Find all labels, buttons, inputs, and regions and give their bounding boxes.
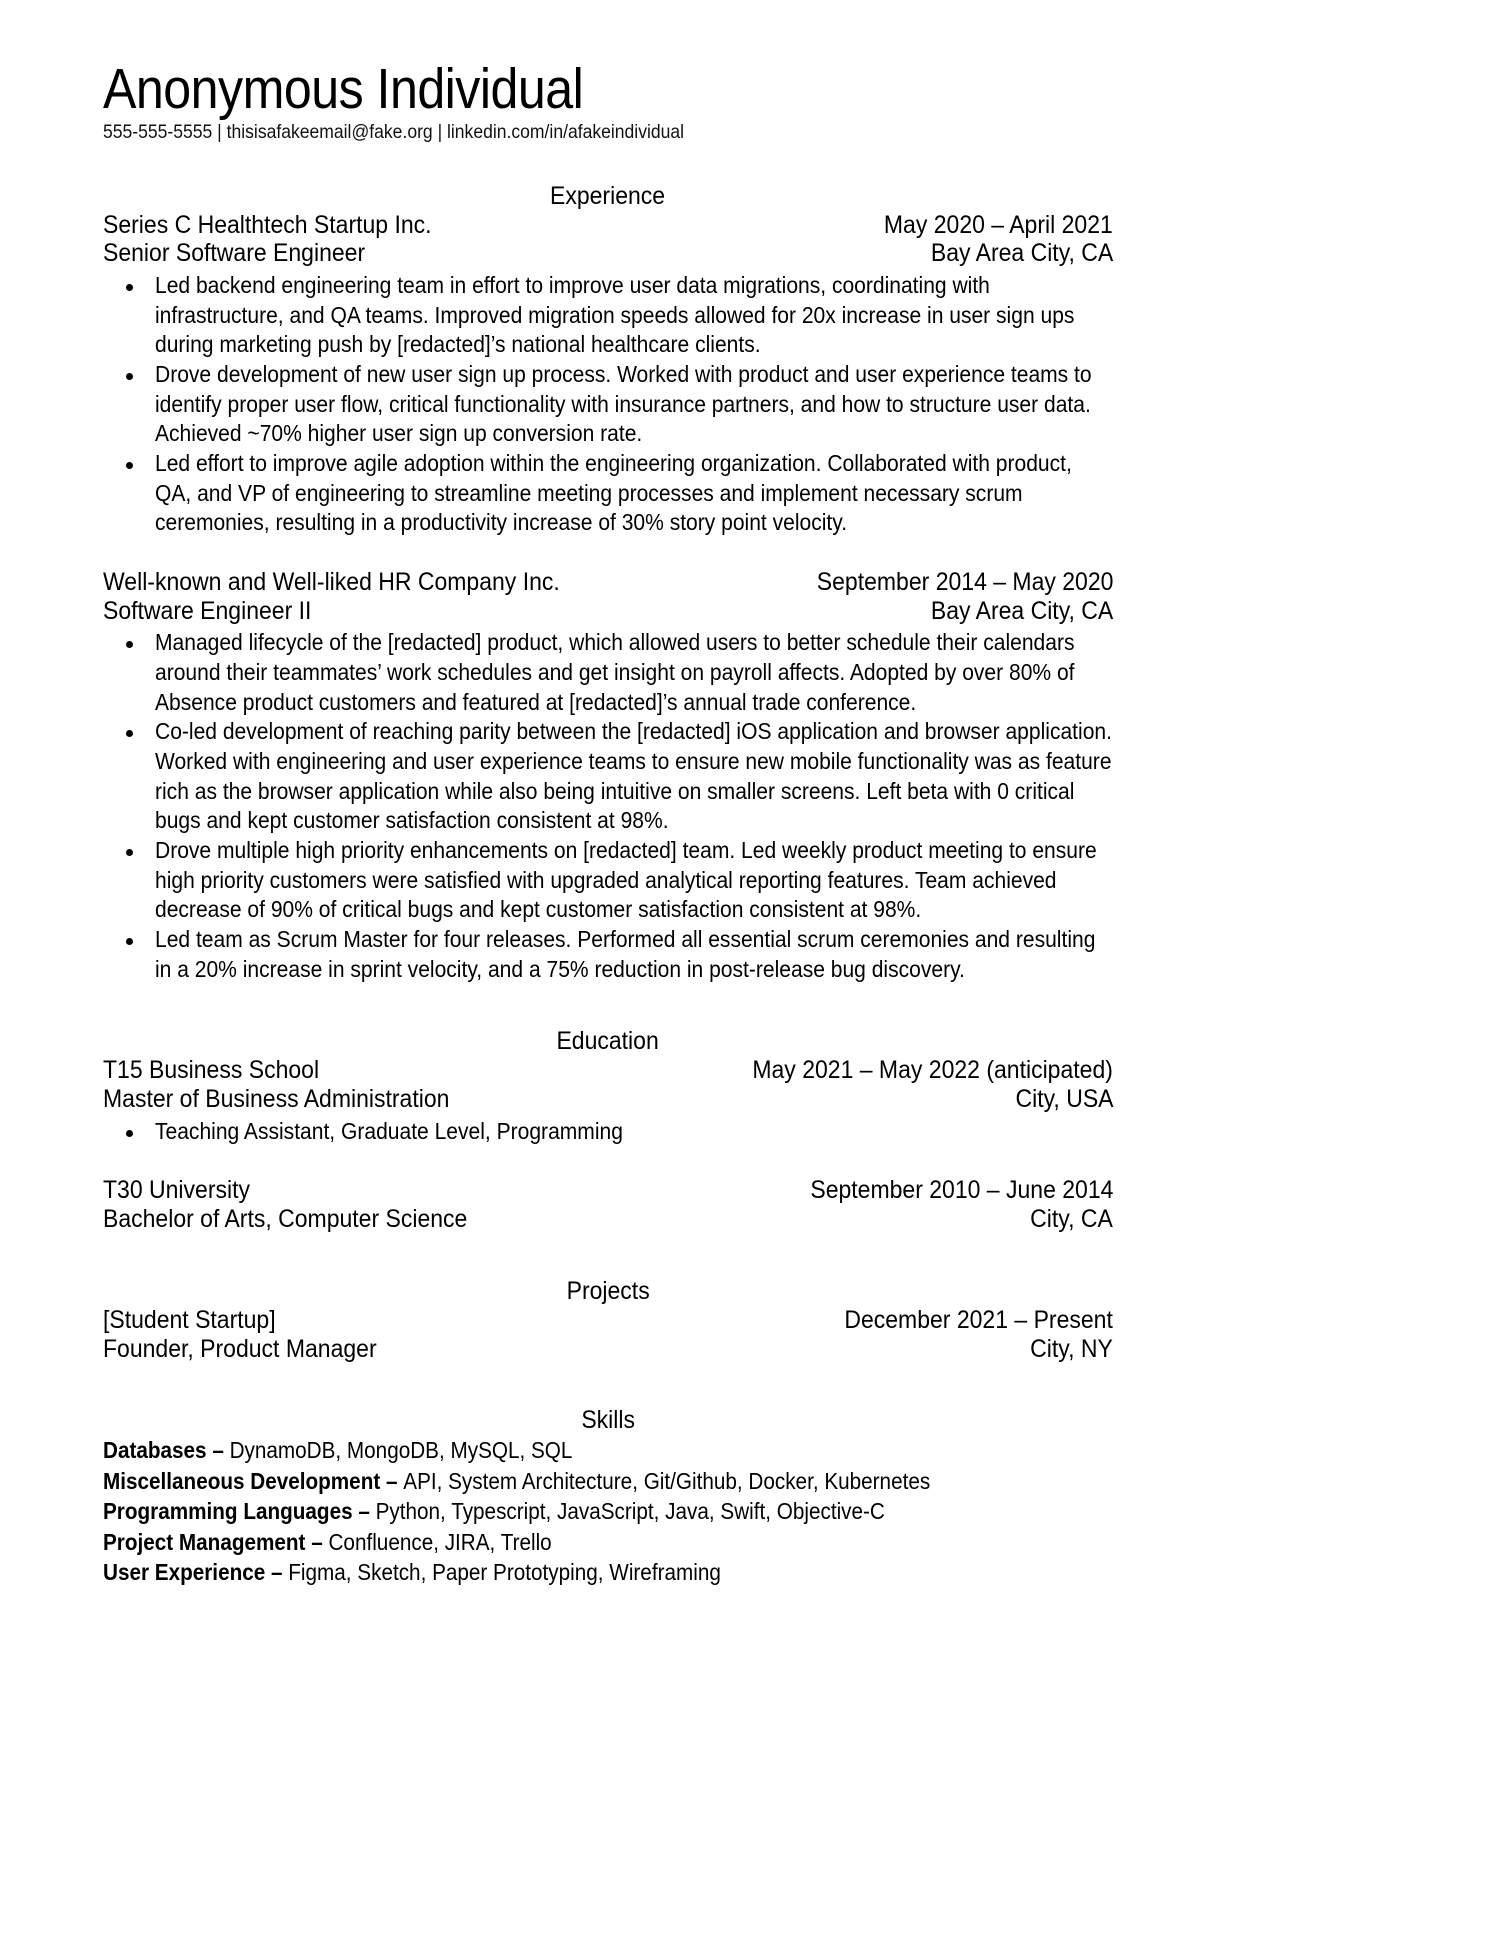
skill-separator: – [206, 1437, 230, 1464]
skill-value: Confluence, JIRA, Trello [328, 1528, 552, 1555]
experience-location-1: Bay Area City, CA [930, 596, 1113, 625]
experience-role-0: Senior Software Engineer [103, 239, 366, 268]
education-entry-0 [103, 1056, 1113, 1146]
bullet-item: Led backend engineering team in effort to improve user data migrations, coordinating with infrastructure, and QA teams. Improved migration speeds allowed for 20x increase in user sign ups during marketing push by [redacted]’s national healthcare clients. [103, 271, 1113, 360]
spacer [103, 538, 1113, 568]
education-entry-1 [103, 1176, 1113, 1234]
experience-company-row [103, 211, 1113, 240]
experience-dates-1: September 2014 – May 2020 [816, 567, 1113, 596]
project-dates-0: December 2021 – Present [844, 1305, 1113, 1334]
experience-bullets-1 [103, 628, 1113, 984]
spacer [103, 984, 1113, 1026]
education-location-1: City, CA [1030, 1205, 1113, 1234]
resume-header [103, 57, 1113, 145]
skill-row-miscellaneous-development [103, 1466, 1113, 1496]
skill-value: Python, Typescript, JavaScript, Java, Swift, Objective-C [375, 1498, 885, 1525]
section-title-education-text: Education [556, 1027, 660, 1056]
skill-row-databases [103, 1435, 1113, 1465]
spacer [103, 1146, 1113, 1176]
project-name-0: [Student Startup] [103, 1305, 276, 1334]
skill-value: API, System Architecture, Git/Github, Docker, Kubernetes [403, 1467, 931, 1494]
skill-separator: – [305, 1528, 329, 1555]
skill-value: DynamoDB, MongoDB, MySQL, SQL [229, 1437, 573, 1464]
experience-role-row [103, 597, 1113, 626]
experience-role-row [103, 239, 1113, 268]
experience-entry-1 [103, 568, 1113, 984]
bullet-item: Led effort to improve agile adoption within the engineering organization. Collaborated with product, QA, and VP of engineering to streamline meeting processes and implement necessary scrum ceremonies, resulting in a productivity increase of 30% story point velocity. [103, 449, 1113, 538]
skill-label: Miscellaneous Development [103, 1467, 381, 1494]
bullet-item: Managed lifecycle of the [redacted] product, which allowed users to better schedule their calendars around their teammates’ work schedules and get insight on payroll affects. Adopted by over 80% of Absence product customers and featured at [redacted]’s annual trade conference. [103, 628, 1113, 717]
education-degree-row [103, 1085, 1113, 1114]
skill-separator: – [265, 1558, 289, 1585]
project-location-0: City, NY [1030, 1334, 1113, 1363]
bullet-item: Drove development of new user sign up process. Worked with product and user experience teams to identify proper user flow, critical functionality with insurance partners, and how to structure user data. Achieved ~70% higher user sign up conversion rate. [103, 360, 1113, 449]
project-role-0: Founder, Product Manager [103, 1334, 377, 1363]
skill-label: User Experience [103, 1558, 266, 1585]
education-school-row [103, 1176, 1113, 1205]
bullet-item: Led team as Scrum Master for four releases. Performed all essential scrum ceremonies and resulting in a 20% increase in sprint velocity, and a 75% reduction in post-release bug discovery. [103, 925, 1113, 984]
bullet-item: Co-led development of reaching parity between the [redacted] iOS application and browser application. Worked with engineering and user experience teams to ensure new mobile functionality was as feature rich as the browser application while also being intuitive on smaller screens. Left beta with 0 critical bugs and kept customer satisfaction consistent at 98%. [103, 717, 1113, 836]
experience-company-row [103, 568, 1113, 597]
skills-list [103, 1435, 1113, 1587]
project-name-row [103, 1306, 1113, 1335]
skill-row-programming-languages [103, 1496, 1113, 1526]
education-bullets-0 [103, 1117, 1113, 1147]
education-degree-0: Master of Business Administration [103, 1085, 450, 1114]
skill-label: Programming Languages [103, 1498, 353, 1525]
section-title-experience [103, 181, 1113, 211]
education-school-1: T30 University [103, 1176, 250, 1205]
contact-line: 555-555-5555 | thisisafakeemail@fake.org | linkedin.com/in/afakeindividual [103, 121, 685, 144]
spacer [103, 145, 1113, 181]
education-degree-row [103, 1205, 1113, 1234]
experience-role-1: Software Engineer II [103, 596, 312, 625]
education-school-row [103, 1056, 1113, 1085]
education-degree-1: Bachelor of Arts, Computer Science [103, 1205, 468, 1234]
section-title-experience-text: Experience [550, 181, 666, 210]
skill-row-project-management [103, 1527, 1113, 1557]
section-title-skills [103, 1405, 1113, 1435]
experience-entry-0 [103, 211, 1113, 538]
skill-label: Databases [103, 1437, 207, 1464]
experience-bullets-0 [103, 271, 1113, 538]
skill-value: Figma, Sketch, Paper Prototyping, Wireframing [288, 1558, 721, 1585]
experience-company-0: Series C Healthtech Startup Inc. [103, 210, 432, 239]
education-school-0: T15 Business School [103, 1056, 320, 1085]
experience-dates-0: May 2020 – April 2021 [884, 210, 1113, 239]
resume-content [103, 57, 1113, 1587]
spacer [103, 1363, 1113, 1405]
project-role-row [103, 1335, 1113, 1364]
bullet-item: Drove multiple high priority enhancements on [redacted] team. Led weekly product meeting to ensure high priority customers were satisfied with upgraded analytical reporting features. Team achieved decrease of 90% of critical bugs and kept customer satisfaction consistent at 98%. [103, 836, 1113, 925]
section-title-projects-text: Projects [566, 1276, 650, 1305]
experience-location-0: Bay Area City, CA [930, 239, 1113, 268]
education-location-0: City, USA [1015, 1085, 1113, 1114]
education-dates-1: September 2010 – June 2014 [809, 1176, 1113, 1205]
skill-label: Project Management [103, 1528, 306, 1555]
candidate-name: Anonymous Individual [103, 57, 584, 121]
project-entry-0 [103, 1306, 1113, 1364]
section-title-skills-text: Skills [581, 1406, 635, 1435]
education-dates-0: May 2021 – May 2022 (anticipated) [752, 1056, 1113, 1085]
section-title-education [103, 1026, 1113, 1056]
bullet-item: Teaching Assistant, Graduate Level, Programming [103, 1117, 1113, 1147]
spacer [103, 1234, 1113, 1276]
section-title-projects [103, 1276, 1113, 1306]
skill-separator: – [352, 1498, 376, 1525]
experience-company-1: Well-known and Well-liked HR Company Inc. [103, 567, 560, 596]
skill-row-user-experience [103, 1557, 1113, 1587]
skill-separator: – [380, 1467, 404, 1494]
